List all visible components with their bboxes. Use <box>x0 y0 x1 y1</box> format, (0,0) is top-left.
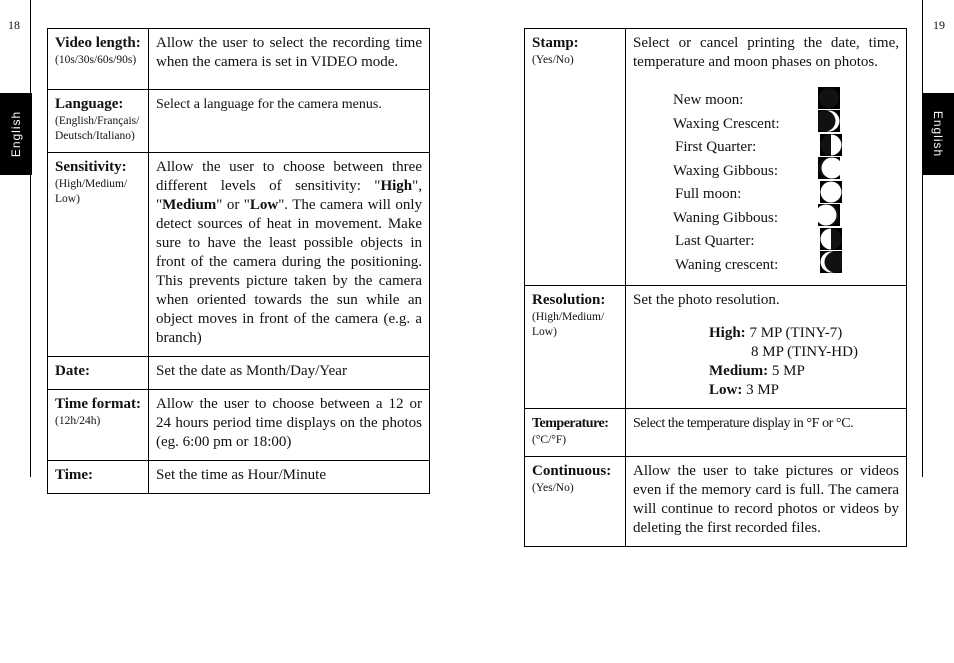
moon-phase-label: Full moon: <box>675 186 742 203</box>
setting-label-cell <box>525 286 626 409</box>
setting-name: Language: <box>55 96 124 112</box>
moon-phase-row <box>673 183 899 207</box>
setting-name: Sensitivity: <box>55 159 127 175</box>
desc-text: ". The camera will only detect sources of heat in movement. Make sure to have the least possible objects in front of the camera during the positioning. This prevents picture taken by the camera when oriented towards the sun while an object moves in front of the camera (e.g. a branch) <box>156 197 422 346</box>
resolution-high-label: High: <box>709 325 746 341</box>
setting-label-cell <box>525 457 626 547</box>
desc-text: ", " <box>156 178 422 213</box>
table-row <box>48 90 430 153</box>
setting-label-cell <box>48 461 149 494</box>
moon-phase-row <box>673 160 899 184</box>
moon-phase-label: Waxing Gibbous: <box>673 162 779 179</box>
setting-description: Select a language for the camera menus. <box>149 90 430 153</box>
resolution-low-label: Low: <box>709 382 743 398</box>
resolution-low-value: 3 MP <box>746 382 780 398</box>
resolution-medium-value: 5 MP <box>771 363 805 379</box>
moon-phase-row <box>673 89 899 113</box>
setting-description: Allow the user to take pictures or videos even if the memory card is full. The camera will continue to record photos or videos by deleting the first recorded files. <box>626 457 907 547</box>
settings-table-left <box>47 28 430 494</box>
language-tab-left <box>0 93 32 175</box>
page-margin-line-right <box>922 0 923 477</box>
setting-name: Stamp: <box>532 35 579 51</box>
desc-text: Allow the user to choose between three different levels of sensitivity: " <box>156 159 422 194</box>
desc-emphasis: Medium <box>162 197 217 213</box>
setting-label-cell <box>525 409 626 457</box>
setting-description <box>149 153 430 357</box>
moon-phase-list <box>673 89 899 277</box>
table-row <box>525 29 907 286</box>
setting-description: Set the date as Month/Day/Year <box>149 357 430 390</box>
moon-waning-crescent-icon <box>820 251 842 279</box>
setting-label-cell <box>48 357 149 390</box>
setting-label-cell <box>525 29 626 286</box>
setting-label-cell <box>48 390 149 461</box>
setting-options: (High/Medium/ Low) <box>55 178 128 205</box>
moon-phase-label: Last Quarter: <box>675 233 755 250</box>
moon-phase-label: Waning Gibbous: <box>673 209 779 226</box>
setting-description: Select the temperature display in °F or °C. <box>626 409 907 457</box>
moon-phase-label: New moon: <box>673 92 744 109</box>
setting-name: Continuous: <box>532 463 612 479</box>
moon-phase-row <box>673 207 899 231</box>
setting-description <box>626 286 907 409</box>
moon-phase-row <box>673 254 899 278</box>
language-tab-label-left: English <box>9 110 24 158</box>
resolution-high-value: 7 MP (TINY-7) <box>749 325 843 341</box>
setting-name: Time format: <box>55 396 141 412</box>
table-row <box>525 409 907 457</box>
desc-text: " or " <box>216 197 250 213</box>
moon-phase-label: Waxing Crescent: <box>673 115 780 132</box>
table-row <box>48 390 430 461</box>
resolution-low <box>709 381 899 400</box>
setting-label-cell <box>48 29 149 90</box>
setting-options: (°C/°F) <box>532 434 567 446</box>
setting-label-cell <box>48 90 149 153</box>
setting-options: (Yes/No) <box>532 54 574 66</box>
resolution-medium-label: Medium: <box>709 363 769 379</box>
language-tab-right <box>922 93 954 175</box>
setting-name: Time: <box>55 467 94 483</box>
setting-options: (12h/24h) <box>55 415 101 427</box>
setting-name: Date: <box>55 363 90 379</box>
moon-phase-row <box>673 136 899 160</box>
setting-description: Allow the user to select the recording time when the camera is set in VIDEO mode. <box>149 29 430 90</box>
setting-description: Set the time as Hour/Minute <box>149 461 430 494</box>
page-margin-line-left <box>30 0 31 477</box>
settings-table-right <box>524 28 907 547</box>
setting-description <box>626 29 907 286</box>
setting-label-cell <box>48 153 149 357</box>
table-row <box>48 29 430 90</box>
setting-options: (High/Medium/ Low) <box>532 311 605 338</box>
resolution-options <box>709 324 899 400</box>
setting-options: (English/Français/ Deutsch/Italiano) <box>55 115 140 142</box>
resolution-high <box>709 324 899 343</box>
stamp-description: Select or cancel printing the date, time, temperature and moon phases on photos. <box>633 35 899 70</box>
setting-options: (Yes/No) <box>532 482 574 494</box>
moon-phase-row <box>673 113 899 137</box>
page-number-left: 18 <box>8 18 20 32</box>
resolution-high-alt: 8 MP (TINY-HD) <box>751 344 858 360</box>
setting-description: Allow the user to choose between a 12 or 24 hours period time displays on the photos (eg. 6:00 pm or 18:00) <box>149 390 430 461</box>
table-row <box>525 286 907 409</box>
page-number-right: 19 <box>933 18 945 32</box>
moon-phase-label: First Quarter: <box>675 139 757 156</box>
setting-name: Temperature: <box>532 416 609 431</box>
moon-phase-row <box>673 230 899 254</box>
desc-emphasis: Low <box>249 197 279 213</box>
table-row <box>525 457 907 547</box>
resolution-medium <box>709 362 899 381</box>
table-row <box>48 461 430 494</box>
language-tab-label-right: English <box>931 110 946 158</box>
setting-name: Resolution: <box>532 292 606 308</box>
table-row <box>48 153 430 357</box>
setting-options: (10s/30s/60s/90s) <box>55 54 137 66</box>
moon-phase-label: Waning crescent: <box>675 256 779 273</box>
desc-emphasis: High <box>380 178 413 194</box>
resolution-description: Set the photo resolution. <box>633 292 780 308</box>
setting-name: Video length: <box>55 35 141 51</box>
table-row <box>48 357 430 390</box>
